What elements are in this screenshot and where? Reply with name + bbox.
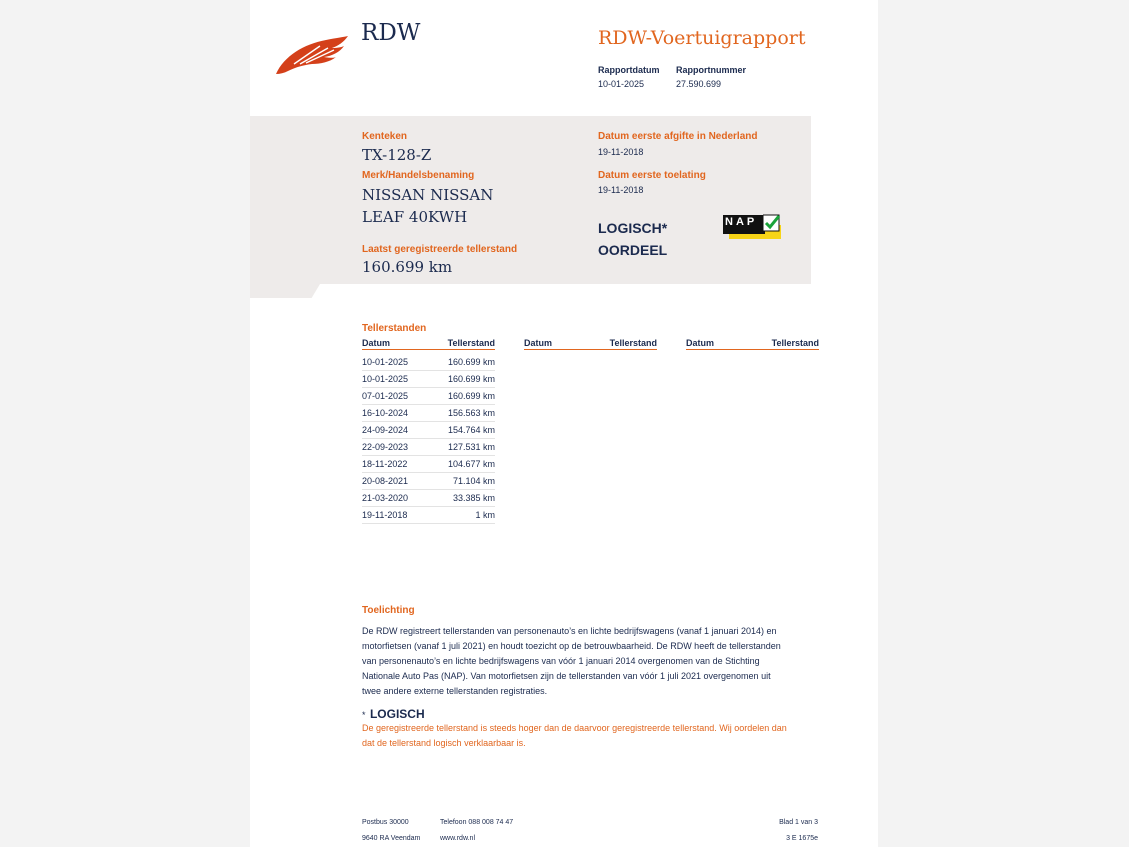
col-tellerstand-2: Tellerstand xyxy=(609,338,657,348)
rapportdatum-label: Rapportdatum xyxy=(598,65,660,75)
logisch-text xyxy=(362,721,832,751)
footer-blad: Blad 1 van 3 xyxy=(779,819,818,826)
table-row xyxy=(362,353,495,371)
oordeel-line-1: LOGISCH* xyxy=(598,220,668,236)
toelichting-title: Toelichting xyxy=(362,605,415,616)
row-tellerstand: 1 km xyxy=(475,510,495,520)
merk-line-1: NISSAN NISSAN xyxy=(362,186,494,204)
nap-text: NAP xyxy=(725,216,758,228)
rapportdatum-value: 10-01-2025 xyxy=(598,79,645,89)
eerste-toelating-value: 19-11-2018 xyxy=(598,185,644,195)
toelichting-text xyxy=(362,624,832,699)
logisch-line: dat de tellerstand logisch verklaarbaar is. xyxy=(362,738,526,748)
row-datum: 07-01-2025 xyxy=(362,391,409,401)
rdw-logo-icon xyxy=(274,34,350,76)
footer-address: 9640 RA Veendam xyxy=(362,835,421,842)
report-title: RDW-Voertuigrapport xyxy=(598,27,806,49)
col-tellerstand-3: Tellerstand xyxy=(771,338,819,348)
table-row xyxy=(362,455,495,473)
logisch-line: De geregistreerde tellerstand is steeds hoger dan de daarvoor geregistreerde tellerstand. Wij oordelen dan xyxy=(362,723,787,733)
footer-telefoon: Telefoon 088 008 74 47 xyxy=(440,819,514,826)
row-tellerstand: 154.764 km xyxy=(447,425,495,435)
table-header-2 xyxy=(524,338,657,350)
logo-text: RDW xyxy=(361,20,421,46)
toelichting-line: twee andere externe tellerstanden registraties. xyxy=(362,686,548,696)
logisch-label: LOGISCH xyxy=(369,707,425,721)
row-tellerstand: 33.385 km xyxy=(452,493,495,503)
table-row xyxy=(362,370,495,388)
toelichting-line: motorfietsen (vanaf 1 juli 2021) en houdt toezicht op de betrouwbaarheid. De RDW heeft de tellerstanden xyxy=(362,641,781,651)
table-row xyxy=(362,404,495,422)
eerste-toelating-label: Datum eerste toelating xyxy=(598,170,706,181)
table-row xyxy=(362,472,495,490)
nap-logo-icon xyxy=(723,215,781,239)
toelichting-line: De RDW registreert tellerstanden van personenauto’s en lichte bedrijfswagens (vanaf 1 januari 2014) en xyxy=(362,626,777,636)
table-row xyxy=(362,387,495,405)
oordeel-line-2: OORDEEL xyxy=(598,242,668,258)
eerste-afgifte-label: Datum eerste afgifte in Nederland xyxy=(598,131,758,142)
row-tellerstand: 160.699 km xyxy=(447,391,495,401)
toelichting-line: van personenauto’s en lichte bedrijfswagens van vóór 1 januari 2014 overgenomen van de Stichting xyxy=(362,656,760,666)
rapportnummer-value: 27.590.699 xyxy=(676,79,722,89)
footer-postbus: Postbus 30000 xyxy=(362,819,409,826)
row-datum: 22-09-2023 xyxy=(362,442,409,452)
col-tellerstand-1: Tellerstand xyxy=(447,338,495,348)
col-datum-2: Datum xyxy=(524,338,553,348)
footer-website: www.rdw.nl xyxy=(440,835,476,842)
row-tellerstand: 156.563 km xyxy=(447,408,495,418)
table-header-1 xyxy=(362,338,495,350)
row-datum: 24-09-2024 xyxy=(362,425,409,435)
row-tellerstand: 71.104 km xyxy=(452,476,495,486)
row-tellerstand: 160.699 km xyxy=(447,357,495,367)
row-datum: 19-11-2018 xyxy=(362,510,408,520)
checkmark-icon xyxy=(763,214,781,232)
vehicle-panel-tail xyxy=(250,284,320,298)
merk-label: Merk/Handelsbenaming xyxy=(362,170,475,181)
footer-code: 3 E 1675e xyxy=(786,835,818,842)
kenteken-label: Kenteken xyxy=(362,131,408,142)
laatst-tellerstand-label: Laatst geregistreerde tellerstand xyxy=(362,244,518,255)
row-datum: 20-08-2021 xyxy=(362,476,409,486)
row-datum: 10-01-2025 xyxy=(362,357,409,367)
rapportnummer-label: Rapportnummer xyxy=(676,65,747,75)
table-header-3 xyxy=(686,338,819,350)
row-tellerstand: 104.677 km xyxy=(447,459,495,469)
merk-line-2: LEAF 40KWH xyxy=(362,208,468,226)
table-row xyxy=(362,438,495,456)
col-datum-1: Datum xyxy=(362,338,391,348)
row-datum: 18-11-2022 xyxy=(362,459,408,469)
table-row xyxy=(362,489,495,507)
row-datum: 16-10-2024 xyxy=(362,408,409,418)
row-datum: 21-03-2020 xyxy=(362,493,409,503)
row-datum: 10-01-2025 xyxy=(362,374,409,384)
kenteken-value: TX-128-Z xyxy=(362,146,432,164)
row-tellerstand: 127.531 km xyxy=(447,442,495,452)
toelichting-line: Nationale Auto Pas (NAP). Van motorfietsen zijn de tellerstanden van vóór 1 juli 2021 overgenomen uit xyxy=(362,671,771,681)
eerste-afgifte-value: 19-11-2018 xyxy=(598,147,644,157)
logisch-star: * xyxy=(362,710,366,720)
tellerstanden-title: Tellerstanden xyxy=(362,323,427,334)
laatst-tellerstand-value: 160.699 km xyxy=(362,258,453,276)
table-row xyxy=(362,506,495,524)
col-datum-3: Datum xyxy=(686,338,715,348)
table-row xyxy=(362,421,495,439)
row-tellerstand: 160.699 km xyxy=(447,374,495,384)
